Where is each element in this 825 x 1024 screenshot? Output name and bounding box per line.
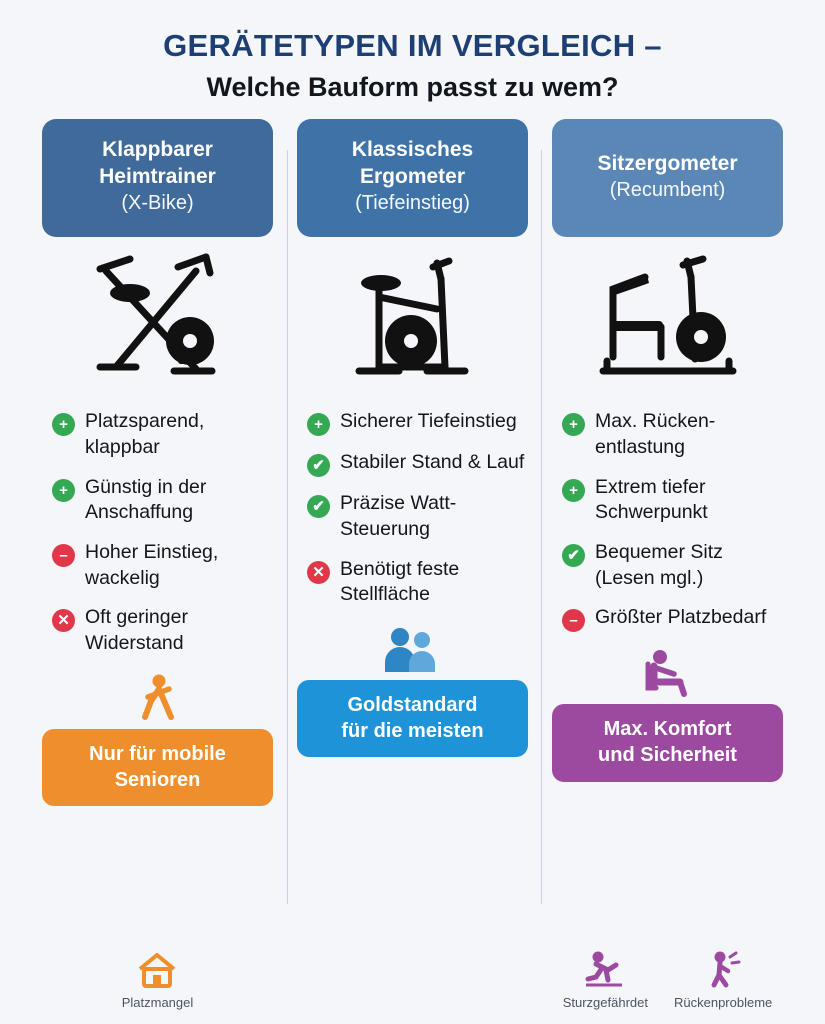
feature-list-2	[297, 409, 528, 608]
cross-badge-icon: ✕	[52, 609, 75, 632]
verdict-zone-3	[552, 646, 783, 786]
feature-item	[307, 450, 528, 477]
footer-label: Platzmangel	[121, 995, 194, 1010]
verdict-badge-2	[297, 680, 528, 757]
footer-item-sturzgefaehrdet	[563, 949, 648, 1010]
column-klassisches-ergometer	[285, 119, 540, 811]
pill-line-3: (Tiefeinstieg)	[355, 192, 470, 215]
minus-badge-icon: –	[52, 544, 75, 567]
verdict-line-2: und Sicherheit	[598, 744, 737, 767]
comparison-columns	[30, 119, 795, 811]
pill-line-1: Klassisches	[351, 138, 474, 162]
feature-item	[52, 605, 273, 656]
feature-item	[52, 540, 273, 591]
plus-badge-icon: +	[52, 413, 75, 436]
footer-icon-row	[30, 949, 795, 1010]
page-subtitle: Welche Bauform passt zu wem?	[206, 71, 619, 102]
plus-badge-icon: +	[562, 413, 585, 436]
recumbent-bike-icon	[552, 247, 783, 399]
pill-line-1: Klappbarer	[102, 138, 213, 162]
feature-text: Bequemer Sitz (Lesen mgl.)	[595, 540, 723, 589]
feature-item	[52, 475, 273, 526]
pill-line-3: (Recumbent)	[609, 178, 726, 201]
verdict-line-2: für die meisten	[341, 719, 484, 742]
feature-item	[307, 491, 528, 542]
verdict-line-1: Max. Komfort	[603, 718, 732, 741]
verdict-line-1: Goldstandard	[347, 693, 478, 716]
classic-upright-ergometer-icon	[297, 247, 528, 399]
footer-group-1	[30, 949, 285, 1010]
seated-person-icon	[552, 646, 783, 700]
verdict-zone-2	[297, 622, 528, 762]
footer-item-rueckenprobleme	[674, 949, 772, 1010]
footer-label: Rückenprobleme	[674, 995, 773, 1010]
feature-text: Präzise Watt-Steuerung	[340, 492, 457, 540]
feature-item	[562, 475, 783, 526]
feature-text: Stabiler Stand & Lauf	[340, 451, 525, 474]
feature-text: Sicherer Tiefeinstieg	[340, 410, 517, 433]
feature-item	[52, 409, 273, 460]
back-pain-person-icon	[700, 949, 746, 991]
feature-item	[307, 557, 528, 608]
minus-badge-icon: –	[562, 609, 585, 632]
pill-line-2: Heimtrainer	[99, 165, 216, 189]
feature-item	[562, 605, 783, 632]
plus-badge-icon: +	[307, 413, 330, 436]
walking-person-icon	[42, 671, 273, 725]
column-header-pill-2	[297, 119, 528, 237]
feature-item	[562, 409, 783, 460]
feature-text: Benötigt feste Stellfläche	[340, 557, 460, 606]
group-of-people-icon	[297, 622, 528, 676]
feature-text: Hoher Einstieg, wackelig	[85, 540, 219, 589]
cross-badge-icon: ✕	[307, 561, 330, 584]
feature-text: Max. Rücken-entlastung	[595, 410, 716, 458]
feature-text: Oft geringer Widerstand	[85, 606, 188, 655]
feature-item	[562, 540, 783, 591]
plus-badge-icon: +	[52, 479, 75, 502]
verdict-line-2: Senioren	[114, 768, 201, 791]
folding-x-bike-icon	[42, 247, 273, 399]
page-header	[30, 28, 795, 103]
falling-person-icon	[582, 949, 628, 991]
feature-text: Platzsparend, klappbar	[85, 410, 205, 458]
pill-line-2: Ergometer	[359, 165, 466, 189]
pill-line-1: Sitzergometer	[597, 151, 738, 175]
feature-text: Größter Platzbedarf	[595, 606, 767, 629]
feature-list-1	[42, 409, 273, 657]
column-header-pill-1	[42, 119, 273, 237]
column-sitzergometer	[540, 119, 795, 811]
footer-item-platzmangel	[122, 949, 194, 1010]
verdict-badge-1	[42, 729, 273, 806]
check-badge-icon: ✔	[562, 544, 585, 567]
house-icon	[134, 949, 180, 991]
feature-text: Günstig in der Anschaffung	[85, 475, 207, 524]
plus-badge-icon: +	[562, 479, 585, 502]
verdict-badge-3	[552, 704, 783, 781]
feature-text: Extrem tiefer Schwerpunkt	[595, 475, 708, 524]
check-badge-icon: ✔	[307, 495, 330, 518]
verdict-line-1: Nur für mobile	[89, 742, 226, 765]
feature-list-3	[552, 409, 783, 632]
verdict-zone-1	[42, 671, 273, 811]
page-title: GERÄTETYPEN IM VERGLEICH –	[163, 28, 662, 63]
footer-group-2	[285, 949, 540, 1010]
check-badge-icon: ✔	[307, 454, 330, 477]
pill-line-3: (X-Bike)	[121, 192, 194, 215]
column-klappbarer-heimtrainer	[30, 119, 285, 811]
footer-group-3	[540, 949, 795, 1010]
footer-label: Sturzgefährdet	[562, 995, 648, 1010]
feature-item	[307, 409, 528, 436]
column-header-pill-3	[552, 119, 783, 237]
